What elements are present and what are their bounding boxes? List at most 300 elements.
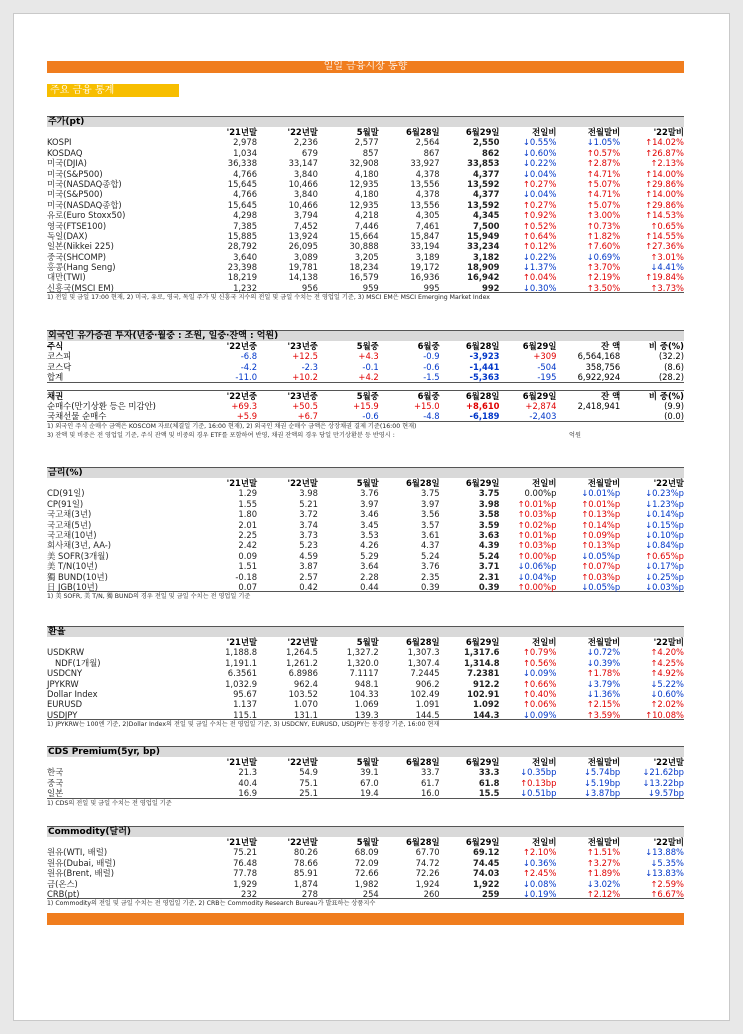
table-cell: 국고채(3년) [47, 509, 92, 520]
table-cell: ↑2.45% [522, 868, 557, 879]
table-cell: ↑3.00% [586, 210, 621, 221]
table-row [47, 520, 684, 530]
table-cell: 4.26 [360, 540, 379, 551]
table-cell: 영국(FTSE100) [47, 220, 107, 231]
table-cell: 254 [362, 888, 379, 899]
table-cell: ↑14.55% [645, 230, 685, 241]
table-cell: ↑10.08% [645, 709, 685, 720]
footer-bar [47, 913, 684, 925]
table-cell: ↑0.03%p [517, 509, 557, 520]
table-cell: 美 SOFR(3개월) [47, 550, 109, 561]
table-cell: ↓0.05%p [581, 550, 621, 561]
table-cell: ↑0.00%p [517, 581, 557, 592]
column-header: '22년말 [287, 757, 318, 767]
table-cell: (8.6) [664, 361, 685, 372]
column-header: 5월말 [356, 837, 379, 847]
table-cell: 4.39 [478, 540, 500, 551]
table-row [47, 699, 684, 709]
column-header: '22말비 [653, 127, 685, 137]
table-cell: ↓0.72% [586, 647, 621, 658]
table-cell: 33,194 [410, 241, 440, 252]
table-cell: 0.00%p [524, 488, 557, 499]
column-header [47, 757, 196, 767]
table-cell: 15.5 [478, 788, 500, 799]
header-row [47, 757, 684, 767]
column-header [47, 637, 196, 647]
table-cell: ↓5.74bp [583, 767, 621, 778]
table-cell: 259 [482, 888, 500, 899]
table-cell: 0.44 [360, 581, 379, 592]
table-cell: -11.0 [235, 372, 258, 383]
spacer [47, 383, 684, 391]
table-cell: 54.9 [299, 767, 318, 778]
table-cell: 13,592 [467, 199, 500, 210]
table-row [47, 788, 684, 798]
table-cell: KOSPI [47, 137, 72, 148]
table-row [47, 272, 684, 282]
table-row [47, 283, 684, 293]
table-cell: ↑0.64% [522, 230, 557, 241]
table-cell: 912.2 [473, 678, 500, 689]
table-row [47, 847, 684, 857]
column-header: 6월28일 [405, 478, 440, 488]
table-cell: 26,095 [288, 241, 318, 252]
table-cell: ↑0.65%p [645, 550, 685, 561]
table-row [47, 210, 684, 220]
column-header: 5월말 [356, 757, 379, 767]
table-row [47, 241, 684, 251]
table-cell: +4.3 [358, 351, 379, 362]
table-cell: 23,398 [227, 262, 258, 273]
table-cell: ↓0.60% [650, 688, 685, 699]
table-cell: USDJPY [47, 709, 78, 720]
table-row [47, 351, 684, 361]
header-row [47, 637, 684, 647]
table-cell: 3,205 [354, 251, 379, 262]
table-row [47, 540, 684, 550]
table-cell: ↑26.87% [645, 147, 685, 158]
table-cell: ↓1.37% [522, 262, 557, 273]
table-cell: 4,377 [473, 168, 500, 179]
table-cell: 1,264.5 [285, 647, 318, 658]
column-header: 6월29일 [465, 637, 500, 647]
table-cell: 원유(Brent, 배럴) [47, 868, 114, 879]
table-cell: 日 JGB(10년) [47, 581, 99, 592]
column-header: '21년말 [226, 127, 258, 137]
table-cell: 16,579 [349, 272, 379, 283]
section-header: Commodity(달러) [47, 826, 684, 837]
table-cell: ↑0.12% [522, 241, 557, 252]
table-cell: 1.137 [233, 699, 258, 710]
table-cell: ↓0.69% [586, 251, 621, 262]
table-cell: ↑0.40% [522, 688, 557, 699]
table-cell: ↑3.73% [650, 282, 685, 293]
table-cell: 코스닥 [47, 361, 72, 372]
table-cell: ↓1.36% [586, 688, 621, 699]
table-cell: 948.1 [354, 678, 379, 689]
table-cell: 15,949 [467, 230, 500, 241]
column-header: '21년말 [226, 757, 258, 767]
table-cell: 74.45 [473, 857, 500, 868]
table-cell: ↓0.15%p [645, 519, 685, 530]
table-cell: 국고채(10년) [47, 529, 97, 540]
table-cell: 3,182 [473, 251, 500, 262]
table-row [47, 488, 684, 498]
table-cell: (28.2) [658, 372, 685, 383]
column-header: 비 중(%) [648, 341, 685, 351]
table-cell: 4,766 [233, 168, 258, 179]
table-cell: 16,936 [410, 272, 440, 283]
table-row [47, 868, 684, 878]
table-cell: ↓5.35% [650, 857, 685, 868]
table-cell: 95.67 [233, 688, 258, 699]
column-header: 비 중(%) [648, 390, 685, 401]
table-cell: ↑0.13%p [581, 509, 621, 520]
table-cell: ↑0.03%p [517, 540, 557, 551]
column-header: 5월말 [356, 637, 379, 647]
table-cell: 7,500 [473, 220, 500, 231]
table-cell: ↑4.20% [650, 647, 685, 658]
column-header: 6월29일 [465, 837, 500, 847]
table-cell: ↑0.00%p [517, 550, 557, 561]
table-cell: ↑14.00% [645, 189, 685, 200]
table-cell: ↑19.84% [645, 272, 685, 283]
table-cell: 72.09 [354, 857, 379, 868]
table-cell: ↑6.67% [650, 888, 685, 899]
table-cell: ↓0.09% [522, 668, 557, 679]
table-cell: 260 [423, 888, 440, 899]
table-cell: ↓3.87bp [583, 788, 621, 799]
column-header: 전일비 [532, 127, 557, 137]
table-cell: ↑2.87% [586, 158, 621, 169]
column-header: '22년말 [287, 837, 318, 847]
table-cell: ↑4.71% [586, 189, 621, 200]
table-cell: 한국 [47, 767, 64, 778]
column-header: 6월중 [417, 390, 440, 401]
column-header [47, 478, 196, 488]
table-cell: 74.72 [415, 857, 440, 868]
table-cell: 278 [301, 888, 318, 899]
table-cell: 7,446 [354, 220, 379, 231]
table-cell: 1,307.3 [407, 647, 440, 658]
table-cell: 13,556 [410, 199, 440, 210]
table-cell: 18,219 [227, 272, 258, 283]
table-cell: 3,794 [293, 210, 318, 221]
table-cell: ↑5.07% [586, 199, 621, 210]
table-cell: 5.23 [299, 540, 318, 551]
table-cell: 906.2 [415, 678, 440, 689]
table-cell: 6,564,168 [577, 351, 621, 362]
table-cell: ↓0.35bp [520, 767, 557, 778]
table-cell: ↑14.02% [645, 137, 685, 148]
table-cell: 3.72 [299, 509, 318, 520]
table-cell: 2,236 [293, 137, 318, 148]
table-cell: 5.21 [299, 498, 318, 509]
column-header: 6월29일 [522, 390, 557, 401]
table-cell: ↓0.22% [522, 251, 557, 262]
table-cell: 2.01 [238, 519, 258, 530]
table-cell: 3,089 [293, 251, 318, 262]
table-cell: ↑0.52% [522, 220, 557, 231]
table-cell: ↑2.19% [586, 272, 621, 283]
table-cell: ↑0.65% [650, 220, 685, 231]
table-cell: 4,180 [354, 189, 379, 200]
table-cell: ↓0.06%p [517, 561, 557, 572]
table-cell: 4,180 [354, 168, 379, 179]
table-cell: 3.71 [478, 561, 500, 572]
table-cell: 독일(DAX) [47, 230, 88, 241]
table-cell: 3.75 [420, 488, 440, 499]
table-cell: 국채선물 순매수 [47, 411, 107, 422]
table-cell: 15,645 [227, 178, 258, 189]
column-header: 6월중 [417, 341, 440, 351]
table-cell: ↓13.83% [645, 868, 685, 879]
table-cell: -0.18 [235, 571, 258, 582]
table-cell: ↓0.19% [522, 888, 557, 899]
table-cell: ↑1.82% [586, 230, 621, 241]
table-cell: 3.64 [360, 561, 379, 572]
column-header: 전월말비 [587, 478, 621, 488]
table-cell: 3,640 [233, 251, 258, 262]
column-header: 6월28일 [405, 637, 440, 647]
table-cell: 3.61 [420, 529, 440, 540]
table-cell: ↑0.09%p [581, 529, 621, 540]
table-row [47, 778, 684, 788]
table-cell: ↓0.04%p [517, 571, 557, 582]
column-header: '22년중 [226, 341, 258, 351]
header-row [47, 391, 684, 401]
table-cell: 일본 [47, 788, 64, 799]
table-cell: 4,298 [233, 210, 258, 221]
table-cell: 0.39 [420, 581, 440, 592]
table-cell: -0.6 [362, 411, 379, 422]
table-cell: 28,792 [227, 241, 258, 252]
table-cell: 33,927 [410, 158, 440, 169]
table-row [47, 679, 684, 689]
table-cell: ↑2.02% [650, 699, 685, 710]
table-cell: ↑3.70% [586, 262, 621, 273]
footnote: 1) 전일 및 금일 17:00 현재, 2) 미국, 유로, 영국, 독일 주가 및 신흥국 지수의 전일 및 금일 수치는 전 영업일 기준, 3) MSCI EM은 MSCI Emerging Market Index [47, 294, 490, 302]
footnote: 1) 외국인 주식 순매수 금액은 KOSCOM 자료(체결일 기준, 16:00 현재), 2) 외국인 채권 순매수 금액은 상장채권 결제 기준(16:00 현재) [47, 422, 417, 430]
column-header: 5월중 [356, 341, 379, 351]
footnote [47, 431, 684, 440]
table-cell: 1,307.4 [407, 657, 440, 668]
column-header: '22말비 [653, 837, 685, 847]
table-cell: 중국 [47, 777, 64, 788]
header-row [47, 837, 684, 847]
table-row [47, 668, 684, 678]
table-cell: +15.9 [353, 400, 379, 411]
table-cell: 144.5 [415, 709, 440, 720]
table-row [47, 858, 684, 868]
table-cell: 5.29 [360, 550, 379, 561]
commodity-section [47, 826, 684, 908]
table-cell: 10,466 [288, 199, 318, 210]
table-cell: 102.91 [467, 688, 500, 699]
column-header [47, 837, 196, 847]
table-cell: 232 [241, 888, 258, 899]
table-cell: ↓1.05% [586, 137, 621, 148]
table-cell: 15,885 [227, 230, 258, 241]
table-cell: ↓3.79% [586, 678, 621, 689]
table-cell: ↑0.03%p [581, 571, 621, 582]
table-row [47, 411, 684, 421]
table-cell: 美 T/N(10년) [47, 561, 98, 572]
table-row [47, 221, 684, 231]
table-row [47, 561, 684, 571]
table-cell: 75.1 [299, 777, 318, 788]
table-cell: 1.55 [238, 498, 258, 509]
table-row [47, 200, 684, 210]
table-cell: ↑2.13% [650, 158, 685, 169]
table-cell: 3.97 [360, 498, 379, 509]
table-cell: 2,978 [233, 137, 258, 148]
table-cell: ↓21.62bp [642, 767, 685, 778]
table-cell: 2,418,941 [577, 400, 621, 411]
table-cell: 3.87 [299, 561, 318, 572]
table-cell: -6.8 [240, 351, 258, 362]
table-cell: NDF(1개월) [55, 657, 101, 668]
table-cell: CP(91일) [47, 498, 84, 509]
column-header: 전월말비 [587, 757, 621, 767]
column-header: '23년중 [287, 390, 318, 401]
table-cell: ↑14.53% [645, 210, 685, 221]
column-header: '22년중 [226, 390, 258, 401]
table-cell: ↑2.15% [586, 699, 621, 710]
table-cell: ↑0.27% [522, 178, 557, 189]
table-cell: ↑0.01%p [581, 498, 621, 509]
table-cell: ↓0.04% [522, 168, 557, 179]
section-header: 외국인 유가증권 투자(년중·월중 : 조원, 일중·잔액 : 억원) [47, 330, 684, 341]
table-cell: 40.4 [238, 777, 258, 788]
table-cell: 4,766 [233, 189, 258, 200]
table-cell: -4.2 [240, 361, 258, 372]
table-cell: 61.8 [478, 777, 500, 788]
footnote: 1) CDS의 전일 및 금일 수치는 전 영업일 기준 [47, 799, 172, 807]
table-cell: ↑3.50% [586, 282, 621, 293]
table-row [47, 689, 684, 699]
table-cell: ↑7.60% [586, 241, 621, 252]
table-cell: 30,888 [349, 241, 379, 252]
table-row [47, 658, 684, 668]
table-cell: 102.49 [410, 688, 440, 699]
table-cell: 103.52 [288, 688, 318, 699]
table-row [47, 767, 684, 777]
table-cell: ↑3.27% [586, 857, 621, 868]
table-cell: 131.1 [293, 709, 318, 720]
table-cell: +15.0 [413, 400, 440, 411]
table-cell: 6.3561 [227, 668, 258, 679]
header-row [47, 341, 684, 351]
table-row [47, 647, 684, 657]
table-cell: CRB(pt) [47, 888, 80, 899]
table-cell: ↑2.10% [522, 847, 557, 858]
column-header: 전월말비 [587, 637, 621, 647]
table-cell: 2.25 [238, 529, 258, 540]
table-cell: +50.5 [292, 400, 318, 411]
table-cell: ↓1.23%p [645, 498, 685, 509]
table-cell: 4.37 [420, 540, 440, 551]
table-row [47, 148, 684, 158]
table-cell: -1,441 [469, 361, 500, 372]
column-header: 주식 [47, 341, 64, 351]
table-row [47, 889, 684, 899]
table-cell: 합계 [47, 372, 64, 383]
table-cell: ↑4.25% [650, 657, 685, 668]
table-cell: ↓0.55% [522, 137, 557, 148]
table-cell: 순매수(만기상환 등은 미감안) [47, 400, 156, 411]
table-cell: 신흥국(MSCI EM) [47, 282, 114, 293]
column-header: 전일비 [532, 757, 557, 767]
table-cell: 3.98 [478, 498, 500, 509]
column-header: '22년말 [653, 757, 685, 767]
table-row [47, 231, 684, 241]
table-cell: 1,320.0 [346, 657, 379, 668]
table-cell: 12,935 [349, 178, 379, 189]
table-row [47, 499, 684, 509]
table-cell: 33.7 [420, 767, 440, 778]
table-cell: -504 [537, 361, 557, 372]
table-cell: 85.91 [293, 868, 318, 879]
table-cell: ↑1.89% [586, 868, 621, 879]
column-header: '21년말 [226, 837, 258, 847]
table-cell: ↓0.60% [522, 147, 557, 158]
table-cell: 유로(Euro Stoxx50) [47, 210, 126, 221]
table-cell: 18,234 [349, 262, 379, 273]
table-cell: 3.45 [360, 519, 379, 530]
table-cell: 959 [362, 282, 379, 293]
column-header: 6월29일 [465, 757, 500, 767]
table-cell: 0.07 [238, 581, 258, 592]
table-cell: 원유(Dubai, 배럴) [47, 857, 116, 868]
column-header: '21년말 [226, 478, 258, 488]
column-header: '22년말 [653, 478, 685, 488]
table-cell: 1.092 [473, 699, 500, 710]
table-cell: ↓0.23%p [645, 488, 685, 499]
table-cell: 1,261.2 [286, 657, 318, 668]
column-header: '22년말 [287, 127, 318, 137]
table-cell: 1,191.1 [225, 657, 258, 668]
table-cell: 3.58 [478, 509, 500, 520]
table-cell: 32,908 [349, 158, 379, 169]
column-header: 채권 [47, 390, 64, 401]
table-cell: 80.26 [293, 847, 318, 858]
table-cell: 6.8986 [288, 668, 318, 679]
table-cell: 3.75 [478, 488, 500, 499]
table-cell: 회사채(3년, AA-) [47, 540, 112, 551]
table-cell: 국고채(5년) [47, 519, 92, 530]
table-cell: 4.59 [299, 550, 318, 561]
table-cell: -0.1 [362, 361, 379, 372]
table-cell: 12,935 [349, 199, 379, 210]
table-cell: ↓0.39% [586, 657, 621, 668]
table-cell: 72.26 [415, 868, 440, 879]
table-row [47, 179, 684, 189]
table-cell: ↑0.57% [586, 147, 621, 158]
table-cell: 72.66 [354, 868, 379, 879]
table-cell: 1,327.2 [346, 647, 379, 658]
table-cell: 995 [423, 282, 440, 293]
table-cell: ↑0.02%p [517, 519, 557, 530]
table-cell: ↓0.09% [522, 709, 557, 720]
table-cell: ↓0.08% [522, 878, 557, 889]
table-cell: 15,847 [410, 230, 440, 241]
column-header: 전월말비 [587, 837, 621, 847]
table-cell: 3.56 [420, 509, 440, 520]
column-header: 6월29일 [465, 478, 500, 488]
table-cell: 7.2445 [410, 668, 440, 679]
table-cell: +12.5 [292, 351, 318, 362]
